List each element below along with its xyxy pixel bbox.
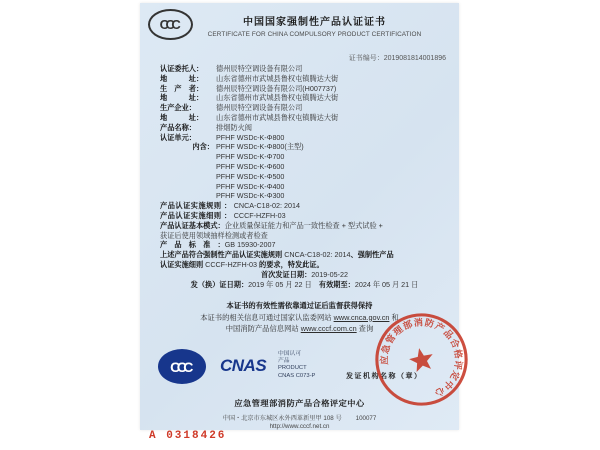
issuing-organization-block xyxy=(140,398,459,430)
certificate-serial-number: A 0318426 xyxy=(149,430,227,442)
field-value: PFHF WSDc-K-Φ500 xyxy=(216,171,285,181)
field-value: 山东省德州市武城县鲁权屯镇腾达大街 xyxy=(216,112,339,122)
field-row-product-name xyxy=(160,123,449,133)
field-label: 产品认证实施细则 ： xyxy=(160,210,232,220)
notice-text: 查询 xyxy=(356,324,374,333)
certificate-title: 中国国家强制性产品认证证书 xyxy=(243,17,386,28)
field-value: CNCA-C18-02: 2014 xyxy=(233,201,301,211)
field-value: PFHF WSDc-K-Φ800 xyxy=(216,132,285,142)
notice-line-1: 本证书的有效性需依靠通过证后监督获得保持 xyxy=(226,301,373,310)
ccc-logo-letters: CCC xyxy=(159,17,178,32)
field-row-applicant xyxy=(160,64,449,74)
detail-code: CCCF-HZFH-03 xyxy=(205,259,258,269)
field-row-product-standard xyxy=(160,240,449,250)
accreditation-line: 中国认可 xyxy=(278,351,302,357)
field-value: 排烟防火阀 xyxy=(216,122,252,132)
org-address-text: 中国・北京市东城区永外西革新里甲 108 号 xyxy=(222,415,342,422)
certificate-subtitle-en: CERTIFICATE FOR CHINA COMPULSORY PRODUCT CERTIFICATION xyxy=(207,31,422,38)
field-value: PFHF WSDc-K-Φ600 xyxy=(216,161,285,171)
first-issue-date-line xyxy=(160,270,449,280)
accreditation-line: PRODUCT xyxy=(278,365,307,372)
field-label: 认证委托人： xyxy=(160,64,204,73)
field-value: 山东省德州市武城县鲁权屯镇腾达大街 xyxy=(216,93,339,103)
first-issue-date-label: 首次发证日期： xyxy=(260,269,312,279)
field-label: 产品认证基本模式： xyxy=(160,220,225,230)
conclusion-text: 上述产品符合强制性产品认证实施规则 xyxy=(160,250,285,260)
issuer-name-label: 发证机构名称（章） xyxy=(346,373,423,380)
conclusion-text: 、强制性产品 xyxy=(350,250,394,260)
issue-date-label: 发（换）证日期： xyxy=(190,279,249,289)
field-row-model xyxy=(160,162,449,172)
issue-expiry-date-line xyxy=(160,280,449,290)
field-row-model xyxy=(160,172,449,182)
field-row-model xyxy=(160,191,449,201)
field-value: 获证后使用领域抽样检测或者检查 xyxy=(160,230,268,240)
field-row-cert-mode-cont xyxy=(160,231,449,241)
stamp-circular-text: 应急管理部消防产品合格评定中心 xyxy=(379,317,464,399)
field-label: 生 产 者： xyxy=(160,83,204,93)
field-row-address xyxy=(160,113,449,123)
field-label: 产品名称： xyxy=(160,122,196,132)
accreditation-line: 产品 xyxy=(278,358,290,365)
field-row-producer xyxy=(160,84,449,94)
expiry-date-value: 2024 年 05 月 21 日 xyxy=(354,279,419,289)
field-row-included-model xyxy=(160,142,449,152)
ccc-logo-letters: CCC xyxy=(170,358,190,375)
accreditation-block xyxy=(278,351,315,380)
cnas-logo-icon: CNAS xyxy=(220,356,267,375)
field-row-implementation-rule xyxy=(160,201,449,211)
certificate-number-label: 证书编号： xyxy=(348,55,384,62)
field-value: 德州辰特空调设备有限公司 xyxy=(216,64,303,73)
field-value: CCCF-HZFH-03 xyxy=(233,210,286,220)
issuing-organization-name: 应急管理部消防产品合格评定中心 xyxy=(234,399,365,408)
cccf-website-link: www.cccf.com.cn xyxy=(300,324,357,333)
field-row-address xyxy=(160,74,449,84)
field-row-model xyxy=(160,182,449,192)
field-label: 产品认证实施规则 ： xyxy=(160,201,232,211)
field-value: GB 15930-2007 xyxy=(224,240,276,250)
field-value: 德州辰特空调设备有限公司(H007737) xyxy=(216,83,337,93)
field-label: 地 址： xyxy=(160,93,204,103)
field-value: PFHF WSDc-K-Φ400 xyxy=(216,181,285,191)
certificate-body xyxy=(160,64,449,289)
first-issue-date-value: 2019-05-22 xyxy=(311,269,349,279)
field-label: 生产企业： xyxy=(160,103,196,113)
field-value: 山东省德州市武城县鲁权屯镇腾达大街 xyxy=(216,73,339,83)
cnca-website-link: www.cnca.gov.cn xyxy=(333,312,390,322)
field-value: PFHF WSDc-K-Φ300 xyxy=(216,191,285,201)
issuing-organization-address xyxy=(140,413,459,422)
field-label: 产 品 标 准 ： xyxy=(160,240,225,250)
expiry-date-label: 有效期至： xyxy=(311,279,355,289)
certificate-paper xyxy=(140,3,464,430)
field-row-model xyxy=(160,152,449,162)
conclusion-text: 认证实施细则 xyxy=(160,259,206,269)
field-label: 内含： xyxy=(192,142,214,152)
certificate-header xyxy=(170,13,459,38)
field-value: 企业质量保证能力和产品一致性检查 + 型式试验 + xyxy=(224,220,383,230)
field-label: 地 址： xyxy=(160,112,204,122)
field-label: 地 址： xyxy=(160,73,204,83)
field-value: 德州辰特空调设备有限公司 xyxy=(216,103,303,113)
field-label: 认证单元： xyxy=(160,132,196,142)
stamp-star-icon xyxy=(407,346,435,373)
field-row-factory xyxy=(160,103,449,113)
field-row-implementation-detail xyxy=(160,211,449,221)
issuing-organization-website: http://www.cccf.net.cn xyxy=(269,423,330,430)
certificate-number-value: 2019081814001896 xyxy=(383,55,446,62)
field-row-cert-mode xyxy=(160,221,449,231)
accreditation-line: CNAS C073-P xyxy=(278,372,316,379)
notice-text: 本证书的相关信息可通过国家认监委网站 xyxy=(200,312,334,322)
field-row-address xyxy=(160,93,449,103)
ccc-logo-blue-icon xyxy=(158,349,206,384)
field-value: PFHF WSDc-K-Φ800(主型) xyxy=(216,142,304,152)
field-value: PFHF WSDc-K-Φ700 xyxy=(216,152,285,162)
rule-code: CNCA-C18-02: 2014 xyxy=(284,250,351,260)
notice-text: 和 xyxy=(389,312,399,322)
field-row-cert-unit xyxy=(160,133,449,143)
issue-date-value: 2019 年 05 月 22 日 xyxy=(248,279,312,289)
conclusion-line-1 xyxy=(160,250,449,260)
conclusion-text: 的要求，特发此证。 xyxy=(257,259,324,269)
conclusion-line-2 xyxy=(160,260,449,270)
org-postcode: 100077 xyxy=(355,415,377,422)
certificate-number-line xyxy=(140,53,446,63)
notice-text: 中国消防产品信息网站 xyxy=(225,324,301,333)
